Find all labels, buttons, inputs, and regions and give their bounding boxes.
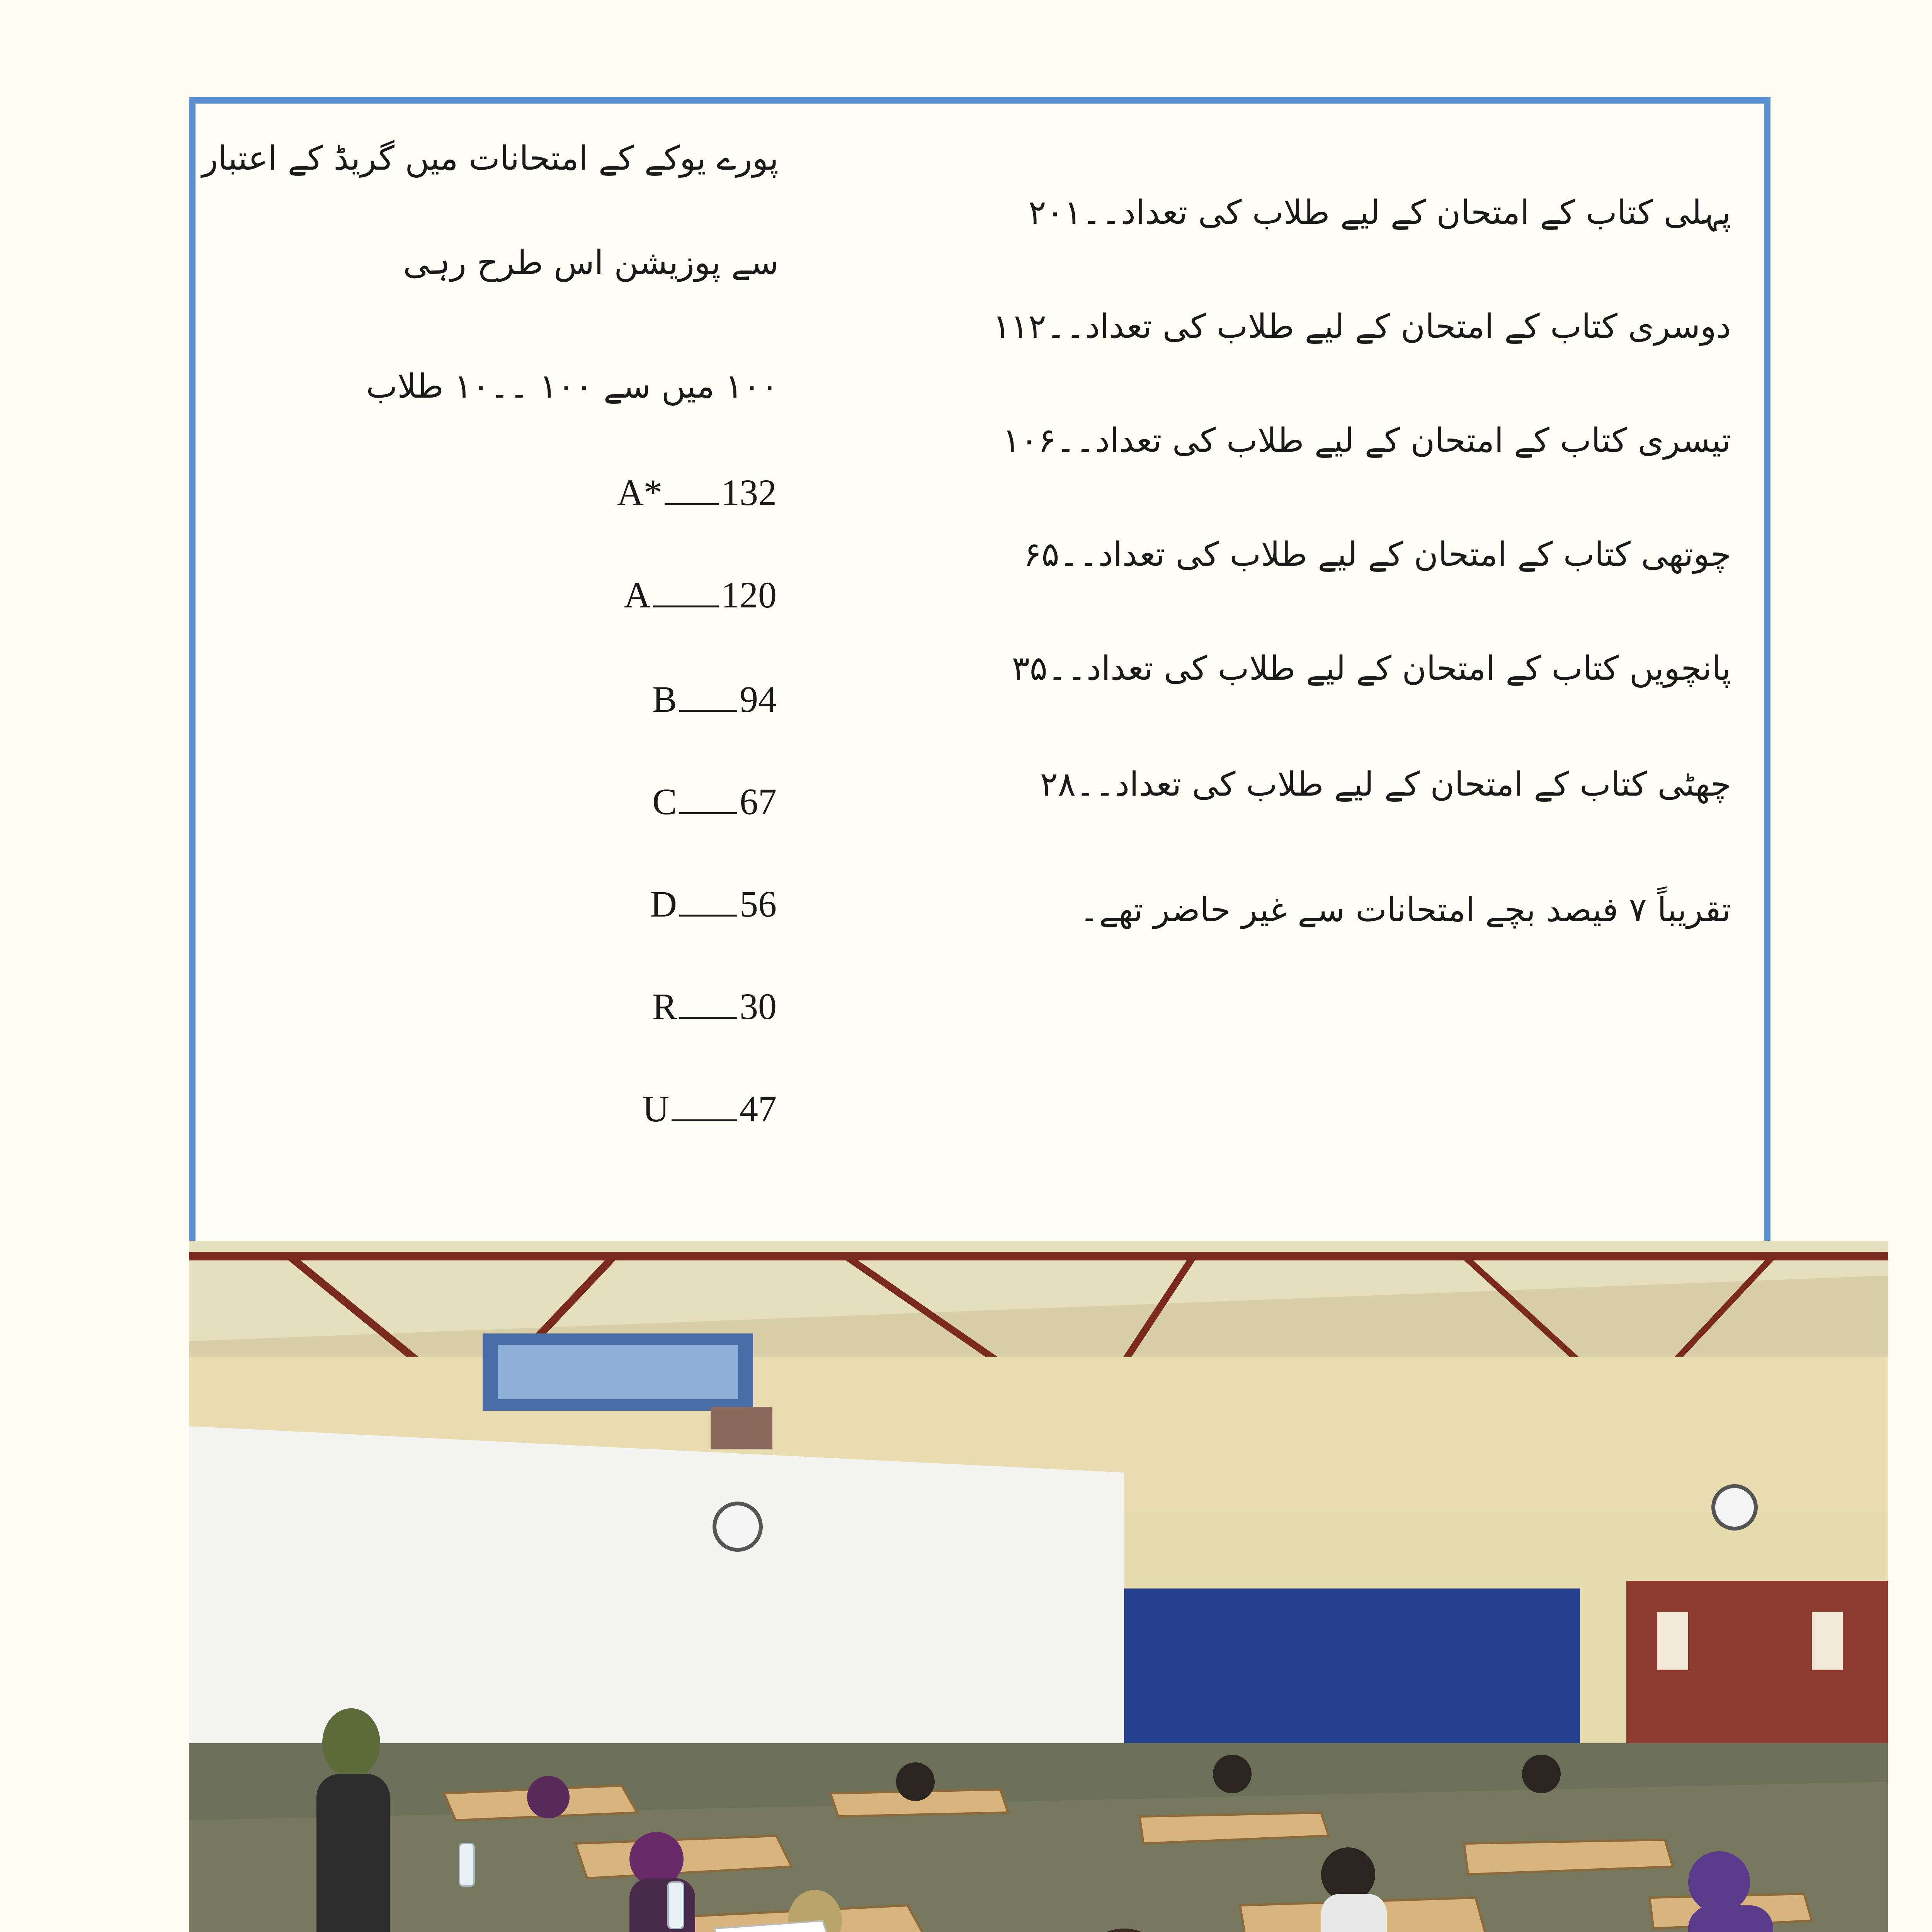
grade-letter: D <box>650 883 677 925</box>
grades-intro-line-3: ۱۰۰ میں سے ۱۰۰ ۔۔۱۰ طلاب <box>366 367 779 406</box>
book-count-line-5: پانچویں کتاب کے امتحان کے لیے طلاب کی تعداد۔۔۳۵ <box>1012 649 1731 688</box>
grade-blank-line <box>679 683 737 712</box>
grade-blank-line <box>679 990 737 1019</box>
grade-letter: A <box>624 574 651 616</box>
grade-blank-line <box>672 1092 737 1121</box>
absent-note: تقریباً ۷ فیصد بچے امتحانات سے غیر حاضر تھے۔ <box>1079 891 1731 929</box>
grade-letter: B <box>652 679 677 720</box>
grade-blank-line <box>653 578 719 607</box>
grade-count: 132 <box>721 472 777 513</box>
grade-count: 67 <box>740 781 777 822</box>
grade-letter: R <box>652 986 677 1027</box>
exam-hall-illustration <box>189 1241 1888 1932</box>
grade-count: 47 <box>740 1088 777 1129</box>
grades-intro-line-2: سے پوزیشن اس طرح رہی <box>403 243 779 282</box>
grade-letter: C <box>652 781 677 822</box>
book-count-line-4: چوتھی کتاب کے امتحان کے لیے طلاب کی تعداد۔۔۶۵ <box>1024 535 1731 574</box>
grade-row-c <box>652 779 777 825</box>
grade-row-a <box>624 572 777 618</box>
grade-letter: A* <box>617 472 662 513</box>
grade-count: 56 <box>740 883 777 925</box>
book-count-line-3: تیسری کتاب کے امتحان کے لیے طلاب کی تعداد۔۔۱۰۶ <box>1002 421 1731 460</box>
grade-count: 94 <box>740 679 777 720</box>
grade-row-u <box>643 1086 777 1132</box>
grade-blank-line <box>679 888 737 917</box>
grade-count: 30 <box>740 986 777 1027</box>
grade-row-b <box>652 676 777 723</box>
book-count-line-1: پہلی کتاب کے امتحان کے لیے طلاب کی تعداد۔۔۲۰۱ <box>1028 193 1731 232</box>
grade-letter: U <box>642 1088 669 1129</box>
grade-row-r <box>652 983 777 1030</box>
book-count-line-6: چھٹی کتاب کے امتحان کے لیے طلاب کی تعداد۔۔۲۸ <box>1040 765 1731 804</box>
grade-blank-line <box>679 785 737 814</box>
grade-row-d <box>650 881 777 927</box>
grade-blank-line <box>665 476 719 505</box>
book-count-line-2: دوسری کتاب کے امتحان کے لیے طلاب کی تعداد۔۔۱۱۲ <box>993 307 1731 346</box>
grades-intro-line-1: پورے یوکے کے امتحانات میں گریڈ کے اعتبار <box>202 139 779 178</box>
grade-row-a-star <box>617 469 777 516</box>
grade-count: 120 <box>721 574 777 616</box>
exam-hall-photo <box>189 1241 1888 1932</box>
